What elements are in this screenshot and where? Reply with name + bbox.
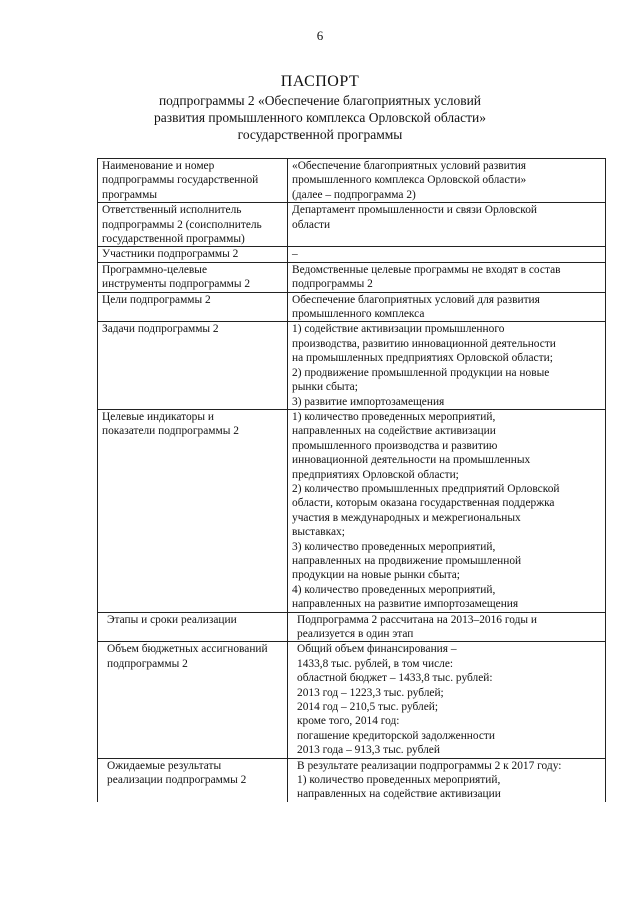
heading-line-3: государственной программы	[237, 127, 403, 142]
heading-line-2: развития промышленного комплекса Орловской области»	[154, 110, 486, 125]
row-label: Ответственный исполнитель подпрограммы 2 (соисполнитель государственной программы)	[98, 203, 288, 247]
table-row	[98, 159, 606, 203]
table-row	[98, 203, 606, 247]
row-label: Ожидаемые результаты реализации подпрограммы 2	[98, 758, 288, 802]
row-label: Программно-целевые инструменты подпрограммы 2	[98, 262, 288, 292]
passport-table	[97, 158, 606, 802]
row-value: Департамент промышленности и связи Орловской области	[288, 203, 606, 247]
row-value: Подпрограмма 2 рассчитана на 2013–2016 годы и реализуется в один этап	[288, 612, 606, 642]
row-value: Общий объем финансирования – 1433,8 тыс. рублей, в том числе: областной бюджет – 1433,8 тыс. рублей: 2013 год – 1223,3 тыс. рублей; 2014 год – 210,5 тыс. рублей; кроме того, 2014 год: погашение кредиторской задолженности 2013 года – 913,3 тыс. рублей	[288, 642, 606, 758]
row-label: Объем бюджетных ассигнований подпрограммы 2	[98, 642, 288, 758]
table-row	[98, 322, 606, 409]
table-row	[98, 758, 606, 802]
page-number: 6	[316, 28, 324, 43]
row-label: Цели подпрограммы 2	[98, 292, 288, 322]
table-row	[98, 262, 606, 292]
document-title: ПАСПОРТ	[280, 73, 360, 90]
row-label: Целевые индикаторы и показатели подпрограммы 2	[98, 409, 288, 612]
row-label: Участники подпрограммы 2	[98, 247, 288, 262]
row-value: Обеспечение благоприятных условий для развития промышленного комплекса	[288, 292, 606, 322]
table-row	[98, 409, 606, 612]
heading-line-1: подпрограммы 2 «Обеспечение благоприятных условий	[158, 93, 482, 108]
table-row	[98, 247, 606, 262]
row-label: Наименование и номер подпрограммы государственной программы	[98, 159, 288, 203]
row-value: «Обеспечение благоприятных условий развития промышленного комплекса Орловской области» (далее – подпрограмма 2)	[288, 159, 606, 203]
row-label: Этапы и сроки реализации	[98, 612, 288, 642]
row-label: Задачи подпрограммы 2	[98, 322, 288, 409]
row-value: Ведомственные целевые программы не входят в состав подпрограммы 2	[288, 262, 606, 292]
row-value: В результате реализации подпрограммы 2 к 2017 году: 1) количество проведенных мероприятий, направленных на содействие активизации	[288, 758, 606, 802]
document-heading	[90, 72, 550, 143]
row-value: 1) количество проведенных мероприятий, направленных на содействие активизации промышленного производства и развитию инновационной деятельности на промышленных предприятиях Орловской области; 2) количество промышленных предприятий Орловской области, которым оказана государственная поддержка участия в международных и межрегиональных выставках; 3) количество проведенных мероприятий, направленных на продвижение промышленной продукции на новые рынки сбыта; 4) количество проведенных мероприятий, направленных на развитие импортозамещения	[288, 409, 606, 612]
row-value: 1) содействие активизации промышленного производства, развитию инновационной деятельности на промышленных предприятиях Орловской области; 2) продвижение промышленной продукции на новые рынки сбыта; 3) развитие импортозамещения	[288, 322, 606, 409]
row-value: –	[288, 247, 606, 262]
table-row	[98, 642, 606, 758]
table-row	[98, 612, 606, 642]
table-row	[98, 292, 606, 322]
